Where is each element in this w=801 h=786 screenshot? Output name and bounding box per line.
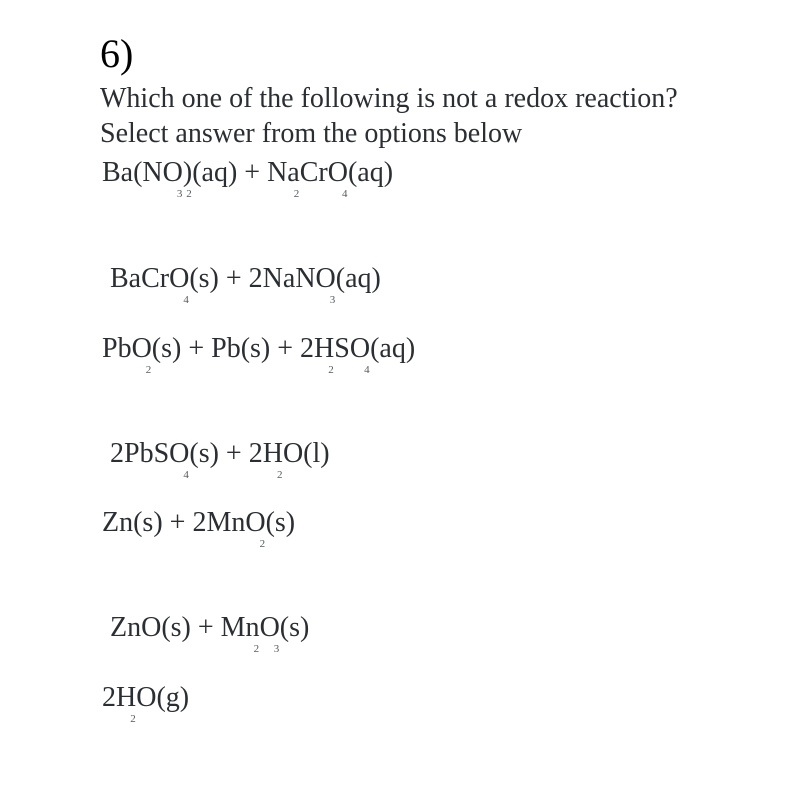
formula-text: O [259,612,280,643]
option-3-reactants[interactable]: Zn(s) + 2MnO2(s) [102,507,296,550]
formula-text: (aq) [335,263,381,294]
formula-text: (aq) [347,157,394,188]
formula-text: O(g) [136,682,190,713]
formula-text: SO [334,333,371,364]
formula-text: BaCrO [110,263,190,294]
option-1-products: BaCrO4(s) + 2NaNO3(aq) [110,263,381,306]
formula-text: (aq) + Na [192,157,300,188]
option-2-products: 2PbSO4(s) + 2H2O(l) [110,438,330,481]
formula-text: ) [182,157,193,188]
formula-text: (s) + Pb(s) + 2H [151,333,335,364]
formula-text: Ba(NO [102,157,183,188]
formula-text: O(l) [282,438,330,469]
option-3-products: ZnO(s) + Mn2O3(s) [110,612,310,655]
formula-text: 2PbSO [110,438,190,469]
option-2-reactants[interactable]: PbO2(s) + Pb(s) + 2H2SO4(aq) [102,333,416,376]
formula-text: 2H [102,682,137,713]
formula-text: (s) [265,507,296,538]
option-4-reactants[interactable]: 2H2O(g) [102,682,190,725]
formula-text: CrO [299,157,348,188]
formula-text: (aq) [370,333,416,364]
question-instruction: Select answer from the options below [100,118,523,149]
formula-text: (s) + 2H [189,438,283,469]
question-number: 6) [100,31,134,76]
formula-text: ZnO(s) + Mn [110,612,260,643]
question-prompt: Which one of the following is not a redox reaction? [100,83,678,114]
formula-text: PbO [102,333,152,364]
formula-text: (s) + 2NaNO [189,263,336,294]
formula-text: (s) [279,612,310,643]
option-1-reactants[interactable]: Ba(NO3)2(aq) + Na2CrO4(aq) [102,157,394,200]
formula-text: Zn(s) + 2MnO [102,507,266,538]
